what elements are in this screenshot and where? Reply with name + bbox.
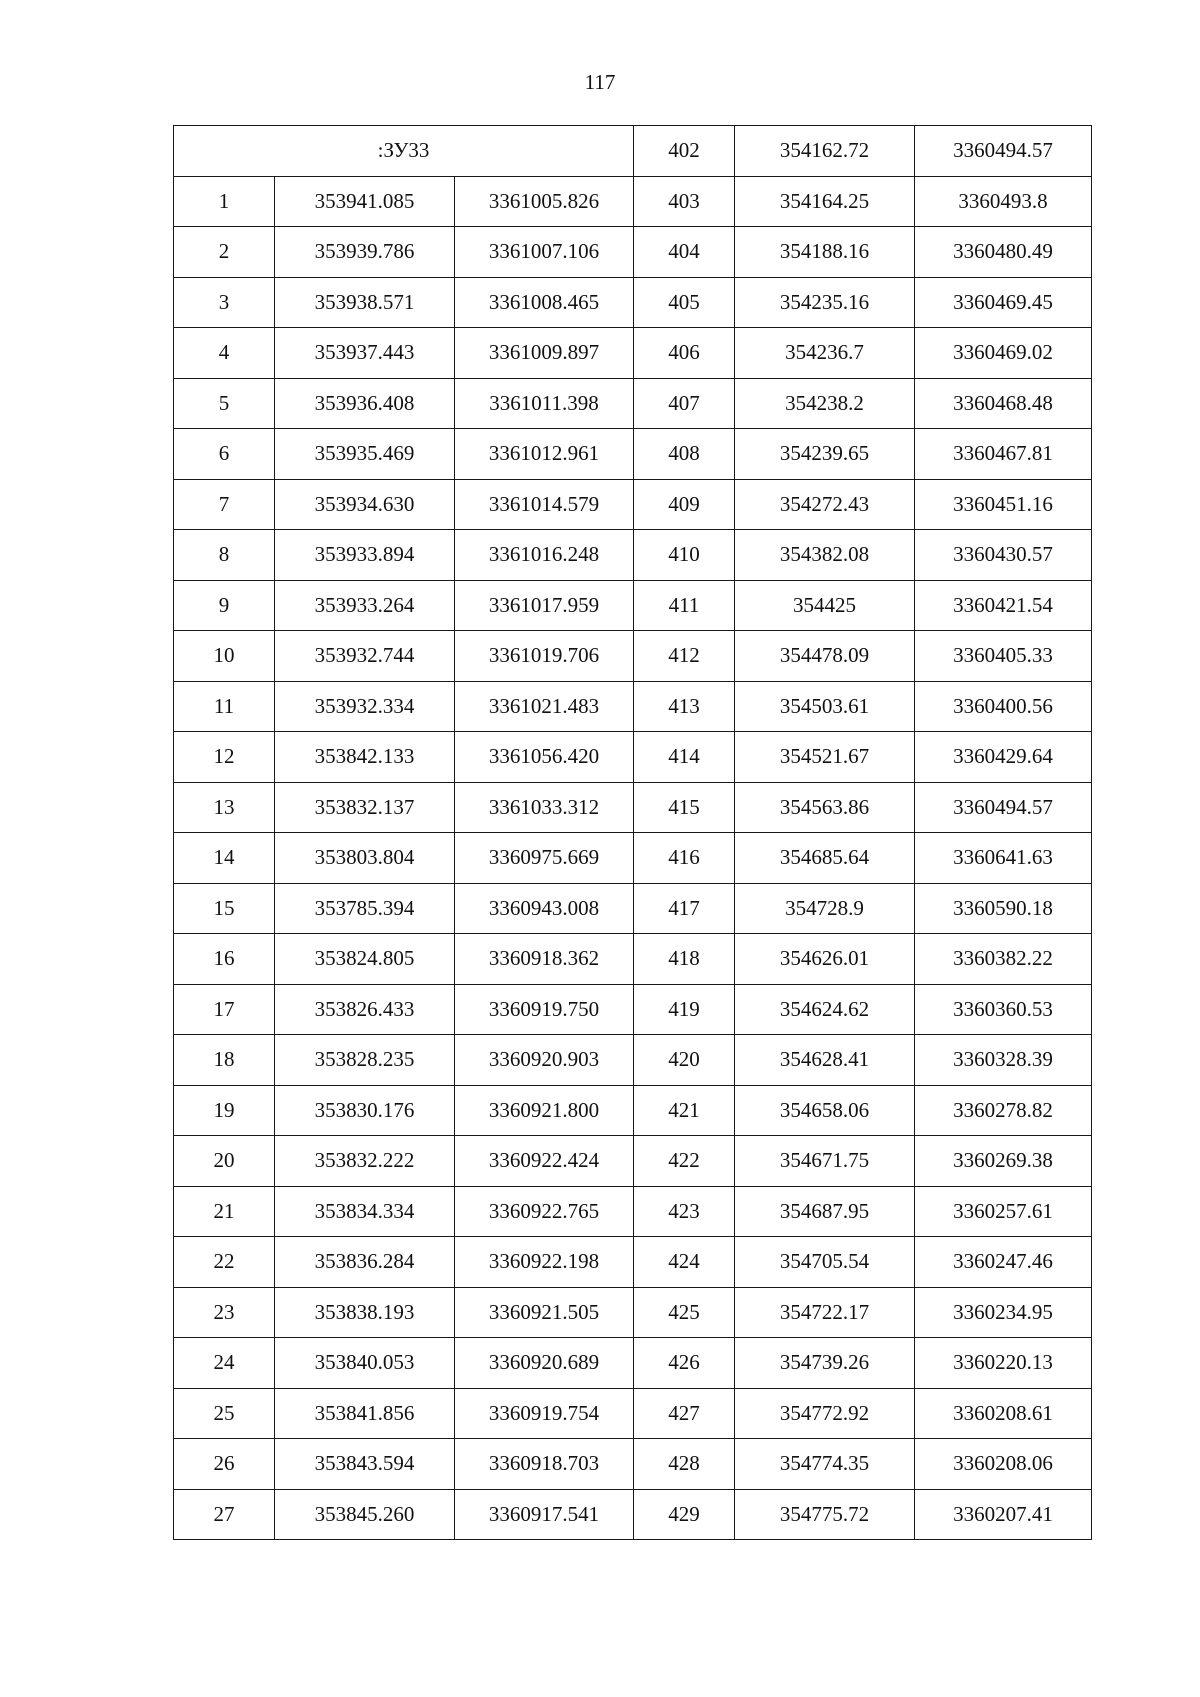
table-row: [174, 1085, 1092, 1136]
point-number-cell: 413: [634, 681, 735, 732]
point-number-cell: 12: [174, 732, 275, 783]
x-coordinate-cell: 354705.54: [735, 1237, 915, 1288]
x-coordinate-cell: 353932.334: [275, 681, 455, 732]
y-coordinate-cell: 3360919.754: [455, 1388, 634, 1439]
table-row: [174, 530, 1092, 581]
y-coordinate-cell: 3360920.903: [455, 1035, 634, 1086]
point-number-cell: 410: [634, 530, 735, 581]
y-coordinate-cell: 3360382.22: [915, 934, 1092, 985]
point-number-cell: 405: [634, 277, 735, 328]
point-number-cell: 415: [634, 782, 735, 833]
y-coordinate-cell: 3360493.8: [915, 176, 1092, 227]
point-number-cell: 406: [634, 328, 735, 379]
table-row: [174, 429, 1092, 480]
y-coordinate-cell: 3361005.826: [455, 176, 634, 227]
x-coordinate-cell: 353828.235: [275, 1035, 455, 1086]
point-number-cell: 424: [634, 1237, 735, 1288]
x-coordinate-cell: 353803.804: [275, 833, 455, 884]
point-number-cell: 409: [634, 479, 735, 530]
point-number-cell: 404: [634, 227, 735, 278]
y-coordinate-cell: 3360590.18: [915, 883, 1092, 934]
table-row: [174, 1388, 1092, 1439]
table-row: [174, 227, 1092, 278]
table-row: [174, 328, 1092, 379]
x-coordinate-cell: 353838.193: [275, 1287, 455, 1338]
y-coordinate-cell: 3360278.82: [915, 1085, 1092, 1136]
point-number-cell: 418: [634, 934, 735, 985]
point-number-cell: 7: [174, 479, 275, 530]
point-number-cell: 427: [634, 1388, 735, 1439]
point-number-cell: 419: [634, 984, 735, 1035]
y-coordinate-cell: 3360207.41: [915, 1489, 1092, 1540]
x-coordinate-cell: 354687.95: [735, 1186, 915, 1237]
x-coordinate-cell: 354478.09: [735, 631, 915, 682]
point-number-cell: 2: [174, 227, 275, 278]
x-coordinate-cell: 353840.053: [275, 1338, 455, 1389]
y-coordinate-cell: 3360494.57: [915, 782, 1092, 833]
y-coordinate-cell: 3361016.248: [455, 530, 634, 581]
table-row: [174, 631, 1092, 682]
y-coordinate-cell: 3360220.13: [915, 1338, 1092, 1389]
x-coordinate-cell: 353932.744: [275, 631, 455, 682]
y-coordinate-cell: 3360208.61: [915, 1388, 1092, 1439]
x-coordinate-cell: 354239.65: [735, 429, 915, 480]
y-coordinate-cell: 3360641.63: [915, 833, 1092, 884]
y-coordinate-cell: 3360451.16: [915, 479, 1092, 530]
table-row: [174, 782, 1092, 833]
y-coordinate-cell: 3361021.483: [455, 681, 634, 732]
point-number-cell: 10: [174, 631, 275, 682]
x-coordinate-cell: 353830.176: [275, 1085, 455, 1136]
point-number-cell: 3: [174, 277, 275, 328]
table-row: [174, 1439, 1092, 1490]
y-coordinate-cell: 3360234.95: [915, 1287, 1092, 1338]
x-coordinate-cell: 353841.856: [275, 1388, 455, 1439]
plot-title-cell: :ЗУ33: [174, 126, 634, 177]
x-coordinate-cell: 354722.17: [735, 1287, 915, 1338]
x-coordinate-cell: 353834.334: [275, 1186, 455, 1237]
x-coordinate-cell: 354658.06: [735, 1085, 915, 1136]
x-coordinate-cell: 353845.260: [275, 1489, 455, 1540]
x-coordinate-cell: 353934.630: [275, 479, 455, 530]
point-number-cell: 19: [174, 1085, 275, 1136]
x-coordinate-cell: 353938.571: [275, 277, 455, 328]
x-coordinate-cell: 354521.67: [735, 732, 915, 783]
y-coordinate-cell: 3360922.198: [455, 1237, 634, 1288]
table-row: [174, 984, 1092, 1035]
table-row: [174, 1287, 1092, 1338]
point-number-cell: 15: [174, 883, 275, 934]
point-number-cell: 407: [634, 378, 735, 429]
table-row: [174, 833, 1092, 884]
x-coordinate-cell: 354272.43: [735, 479, 915, 530]
x-coordinate-cell: 354624.62: [735, 984, 915, 1035]
table-row: [174, 479, 1092, 530]
table-row: [174, 1035, 1092, 1086]
x-coordinate-cell: 354164.25: [735, 176, 915, 227]
point-number-cell: 13: [174, 782, 275, 833]
point-number-cell: 26: [174, 1439, 275, 1490]
x-coordinate-cell: 353826.433: [275, 984, 455, 1035]
point-number-cell: 21: [174, 1186, 275, 1237]
x-coordinate-cell: 354235.16: [735, 277, 915, 328]
point-number-cell: 414: [634, 732, 735, 783]
y-coordinate-cell: 3360328.39: [915, 1035, 1092, 1086]
x-coordinate-cell: 353843.594: [275, 1439, 455, 1490]
x-coordinate-cell: 354503.61: [735, 681, 915, 732]
point-number-cell: 412: [634, 631, 735, 682]
point-number-cell: 422: [634, 1136, 735, 1187]
point-number-cell: 420: [634, 1035, 735, 1086]
point-number-cell: 25: [174, 1388, 275, 1439]
y-coordinate-cell: 3360922.424: [455, 1136, 634, 1187]
header-x-cell: 354162.72: [735, 126, 915, 177]
coordinates-table: [173, 125, 1092, 1540]
y-coordinate-cell: 3360269.38: [915, 1136, 1092, 1187]
point-number-cell: 6: [174, 429, 275, 480]
point-number-cell: 4: [174, 328, 275, 379]
x-coordinate-cell: 354188.16: [735, 227, 915, 278]
point-number-cell: 426: [634, 1338, 735, 1389]
x-coordinate-cell: 354382.08: [735, 530, 915, 581]
y-coordinate-cell: 3361008.465: [455, 277, 634, 328]
table-row: [174, 1489, 1092, 1540]
x-coordinate-cell: 354238.2: [735, 378, 915, 429]
y-coordinate-cell: 3360468.48: [915, 378, 1092, 429]
y-coordinate-cell: 3360208.06: [915, 1439, 1092, 1490]
x-coordinate-cell: 353939.786: [275, 227, 455, 278]
point-number-cell: 16: [174, 934, 275, 985]
point-number-cell: 23: [174, 1287, 275, 1338]
point-number-cell: 403: [634, 176, 735, 227]
y-coordinate-cell: 3360400.56: [915, 681, 1092, 732]
table-row: [174, 934, 1092, 985]
y-coordinate-cell: 3361007.106: [455, 227, 634, 278]
x-coordinate-cell: 354628.41: [735, 1035, 915, 1086]
table-row: [174, 580, 1092, 631]
x-coordinate-cell: 354772.92: [735, 1388, 915, 1439]
table-header-row: [174, 126, 1092, 177]
point-number-cell: 1: [174, 176, 275, 227]
y-coordinate-cell: 3360918.703: [455, 1439, 634, 1490]
point-number-cell: 5: [174, 378, 275, 429]
table-row: [174, 1136, 1092, 1187]
point-number-cell: 17: [174, 984, 275, 1035]
y-coordinate-cell: 3360943.008: [455, 883, 634, 934]
table-row: [174, 1338, 1092, 1389]
point-number-cell: 18: [174, 1035, 275, 1086]
y-coordinate-cell: 3361033.312: [455, 782, 634, 833]
y-coordinate-cell: 3361019.706: [455, 631, 634, 682]
y-coordinate-cell: 3360920.689: [455, 1338, 634, 1389]
table-row: [174, 681, 1092, 732]
x-coordinate-cell: 353836.284: [275, 1237, 455, 1288]
x-coordinate-cell: 353785.394: [275, 883, 455, 934]
table-row: [174, 732, 1092, 783]
point-number-cell: 428: [634, 1439, 735, 1490]
y-coordinate-cell: 3360469.02: [915, 328, 1092, 379]
x-coordinate-cell: 353842.133: [275, 732, 455, 783]
page-number: 117: [584, 70, 616, 94]
y-coordinate-cell: 3361012.961: [455, 429, 634, 480]
x-coordinate-cell: 353933.264: [275, 580, 455, 631]
x-coordinate-cell: 354775.72: [735, 1489, 915, 1540]
x-coordinate-cell: 354685.64: [735, 833, 915, 884]
point-number-cell: 421: [634, 1085, 735, 1136]
y-coordinate-cell: 3360247.46: [915, 1237, 1092, 1288]
point-number-cell: 8: [174, 530, 275, 581]
y-coordinate-cell: 3360919.750: [455, 984, 634, 1035]
point-number-cell: 429: [634, 1489, 735, 1540]
header-point-number-cell: 402: [634, 126, 735, 177]
y-coordinate-cell: 3360480.49: [915, 227, 1092, 278]
y-coordinate-cell: 3361017.959: [455, 580, 634, 631]
y-coordinate-cell: 3361009.897: [455, 328, 634, 379]
y-coordinate-cell: 3360421.54: [915, 580, 1092, 631]
y-coordinate-cell: 3361014.579: [455, 479, 634, 530]
table-row: [174, 378, 1092, 429]
y-coordinate-cell: 3360429.64: [915, 732, 1092, 783]
x-coordinate-cell: 354563.86: [735, 782, 915, 833]
x-coordinate-cell: 354739.26: [735, 1338, 915, 1389]
y-coordinate-cell: 3360257.61: [915, 1186, 1092, 1237]
point-number-cell: 27: [174, 1489, 275, 1540]
x-coordinate-cell: 354626.01: [735, 934, 915, 985]
y-coordinate-cell: 3360917.541: [455, 1489, 634, 1540]
y-coordinate-cell: 3360921.505: [455, 1287, 634, 1338]
x-coordinate-cell: 353937.443: [275, 328, 455, 379]
point-number-cell: 423: [634, 1186, 735, 1237]
y-coordinate-cell: 3360918.362: [455, 934, 634, 985]
x-coordinate-cell: 354728.9: [735, 883, 915, 934]
x-coordinate-cell: 354774.35: [735, 1439, 915, 1490]
x-coordinate-cell: 353824.805: [275, 934, 455, 985]
x-coordinate-cell: 353935.469: [275, 429, 455, 480]
y-coordinate-cell: 3360430.57: [915, 530, 1092, 581]
table-row: [174, 1186, 1092, 1237]
y-coordinate-cell: 3361011.398: [455, 378, 634, 429]
point-number-cell: 11: [174, 681, 275, 732]
point-number-cell: 20: [174, 1136, 275, 1187]
x-coordinate-cell: 353933.894: [275, 530, 455, 581]
y-coordinate-cell: 3360467.81: [915, 429, 1092, 480]
y-coordinate-cell: 3360360.53: [915, 984, 1092, 1035]
table-row: [174, 883, 1092, 934]
x-coordinate-cell: 354671.75: [735, 1136, 915, 1187]
x-coordinate-cell: 354236.7: [735, 328, 915, 379]
point-number-cell: 9: [174, 580, 275, 631]
y-coordinate-cell: 3360469.45: [915, 277, 1092, 328]
point-number-cell: 22: [174, 1237, 275, 1288]
y-coordinate-cell: 3360922.765: [455, 1186, 634, 1237]
point-number-cell: 417: [634, 883, 735, 934]
table-body: [174, 126, 1092, 1540]
table-row: [174, 277, 1092, 328]
y-coordinate-cell: 3360975.669: [455, 833, 634, 884]
point-number-cell: 425: [634, 1287, 735, 1338]
point-number-cell: 408: [634, 429, 735, 480]
y-coordinate-cell: 3360921.800: [455, 1085, 634, 1136]
header-y-cell: 3360494.57: [915, 126, 1092, 177]
y-coordinate-cell: 3360405.33: [915, 631, 1092, 682]
point-number-cell: 24: [174, 1338, 275, 1389]
x-coordinate-cell: 354425: [735, 580, 915, 631]
x-coordinate-cell: 353936.408: [275, 378, 455, 429]
point-number-cell: 416: [634, 833, 735, 884]
x-coordinate-cell: 353941.085: [275, 176, 455, 227]
point-number-cell: 14: [174, 833, 275, 884]
x-coordinate-cell: 353832.137: [275, 782, 455, 833]
table-row: [174, 1237, 1092, 1288]
y-coordinate-cell: 3361056.420: [455, 732, 634, 783]
table-row: [174, 176, 1092, 227]
point-number-cell: 411: [634, 580, 735, 631]
x-coordinate-cell: 353832.222: [275, 1136, 455, 1187]
